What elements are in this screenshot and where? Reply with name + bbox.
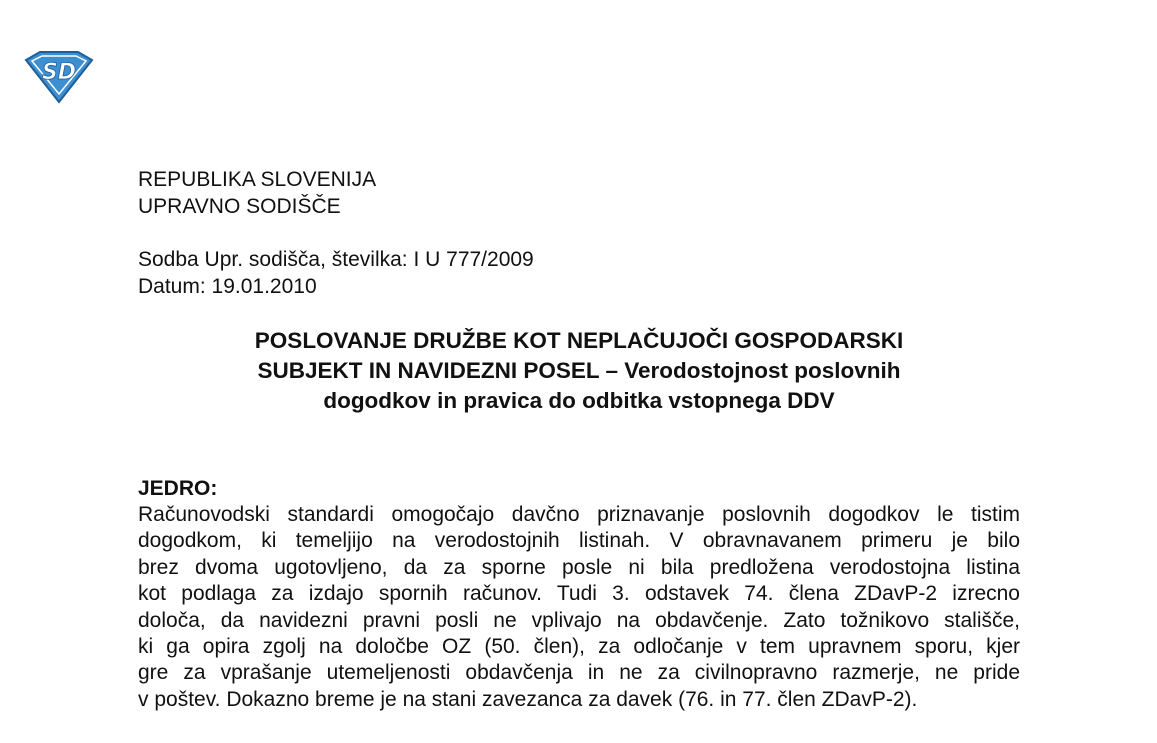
paragraph-line: dogodkom, ki temeljijo na verodostojnih listinah. V obravnavanem primeru je bilo xyxy=(138,529,1020,553)
document-title xyxy=(138,326,1020,416)
paragraph-line: ki ga opira zgolj na določbe OZ (50. člen), za odločanje v tem upravnem sporu, kjer xyxy=(138,634,1020,658)
judgment-meta xyxy=(138,246,534,300)
sd-logo-icon xyxy=(22,48,96,104)
court-name: UPRAVNO SODIŠČE xyxy=(138,195,341,218)
republic-name: REPUBLIKA SLOVENIJA xyxy=(138,168,377,191)
title-line: dogodkov in pravica do odbitka vstopnega DDV xyxy=(323,388,835,413)
paragraph-line: Računovodski standardi omogočajo davčno priznavanje poslovnih dogodkov le tistim xyxy=(138,503,1020,526)
title-line: POSLOVANJE DRUŽBE KOT NEPLAČUJOČI GOSPODARSKI xyxy=(254,328,904,353)
case-number: Sodba Upr. sodišča, številka: I U 777/2009 xyxy=(138,248,534,271)
title-line: SUBJEKT IN NAVIDEZNI POSEL – Verodostojnost poslovnih xyxy=(257,358,901,383)
court-header xyxy=(138,166,376,220)
paragraph-line: kot podlaga za izdajo spornih računov. Tudi 3. odstavek 74. člena ZDavP-2 izrecno xyxy=(138,582,1020,606)
paragraph-line: brez dvoma ugotovljeno, da za sporne posle ni bila predložena verodostojna listina xyxy=(138,555,1020,579)
jedro-paragraph xyxy=(138,502,1020,713)
paragraph-line: v poštev. Dokazno breme je na stani zavezanca za davek (76. in 77. člen ZDavP-2). xyxy=(138,687,918,711)
paragraph-line: določa, da navidezni pravni posli ne vplivajo na obdavčenje. Zato tožnikovo stališče, xyxy=(138,608,1020,632)
logo-lettering: SD xyxy=(41,60,77,85)
judgment-date: Datum: 19.01.2010 xyxy=(138,275,317,298)
jedro-heading: JEDRO: xyxy=(138,477,218,500)
paragraph-line: gre za vprašanje utemeljenosti obdavčenja in ne za civilnopravno razmerje, ne pride xyxy=(138,661,1020,685)
